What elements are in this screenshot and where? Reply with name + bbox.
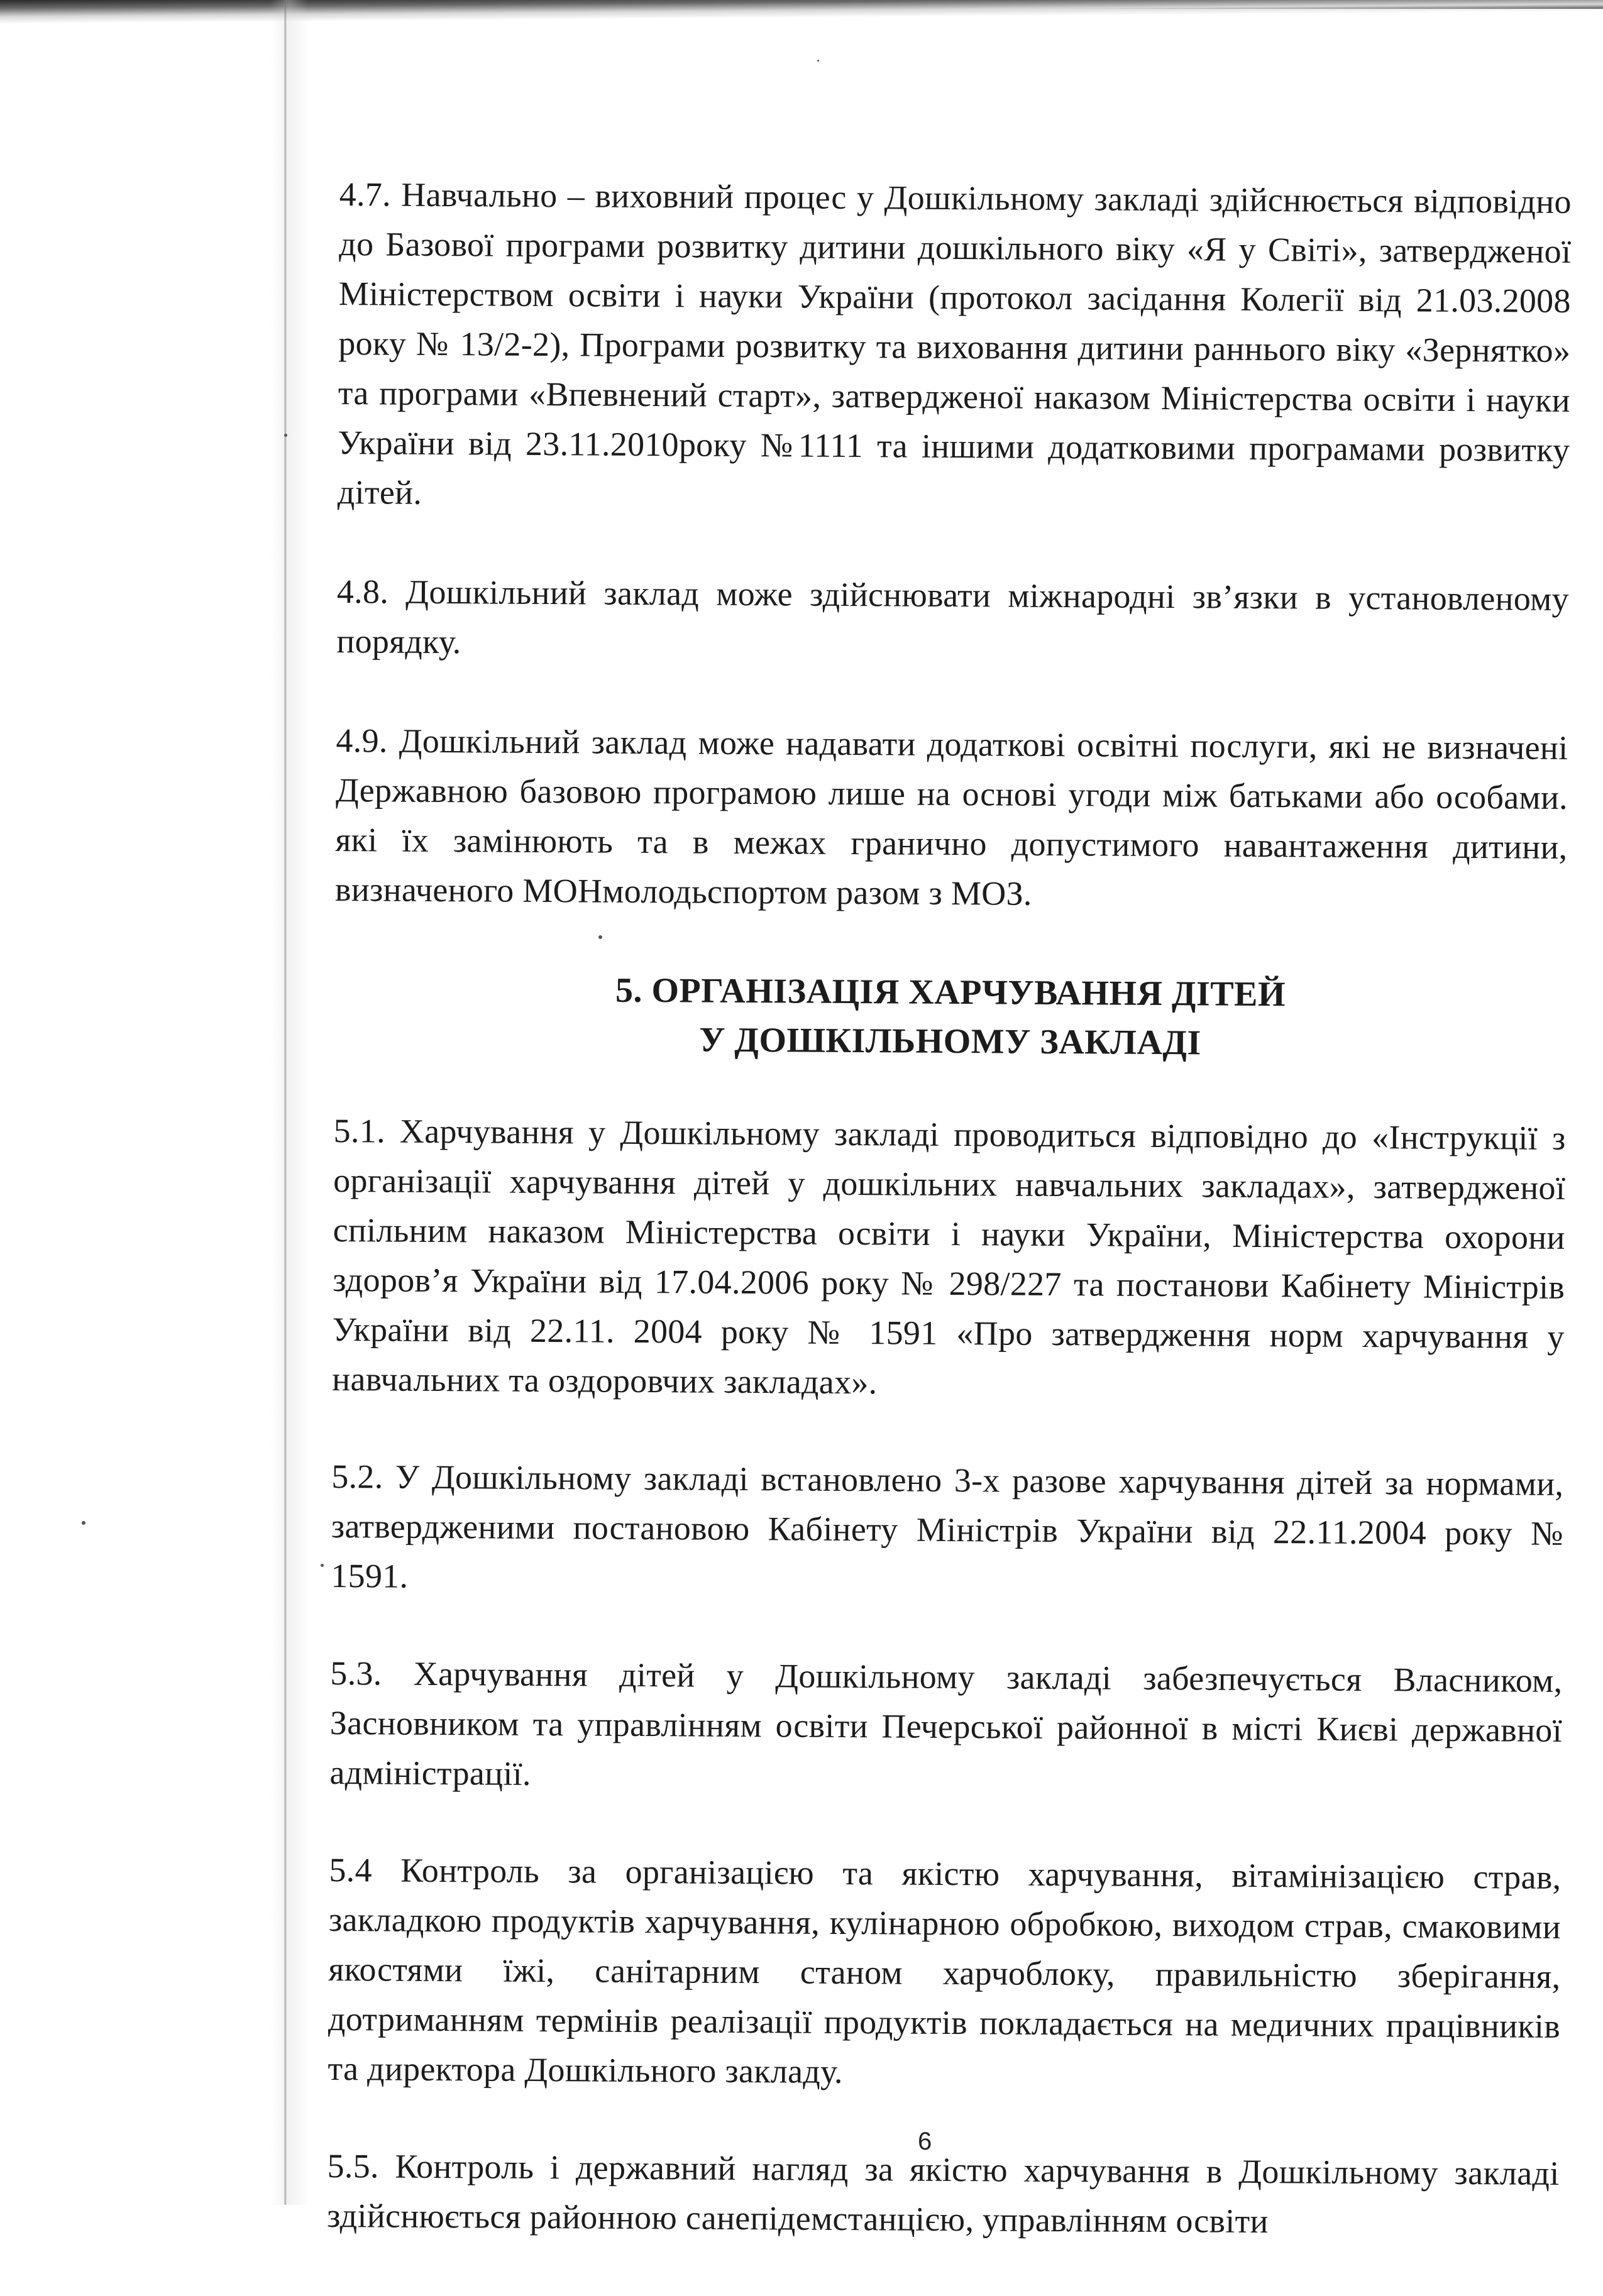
paragraph-5-1: 5.1. Харчування у Дошкільному закладі проводиться відповідно до «Інструкції з організації харчування дітей у дошкільних навчальних закладах», затвердженої спільним наказом Міністерства освіти і науки України, Міністерства охорони здоров’я України від 17.04.2006 року № 298/227 та постанови Кабінету Міністрів України від 22.11. 2004 року № 1591 «Про затвердження норм харчування у навчальних та оздоровчих закладах». [332,1111,1566,1402]
scan-speck [82,1521,85,1525]
section-title-line-2: У ДОШКІЛЬНОМУ ЗАКЛАДІ [699,1020,1201,1063]
scan-speck [817,60,819,62]
document-page [326,170,1572,2296]
paragraph-5-3: 5.3. Харчування дітей у Дошкільному закладі забезпечується Власником, Засновником та управлінням освіти Печерської районної в місті Києві державної адміністрації. [329,1654,1563,1793]
paragraph-4-9: 4.9. Дошкільний заклад може надавати додаткові освітні послуги, які не визначені Державною базовою програмою лише на основі угоди між батьками або особами. які їх замінюють та в межах гранично допустимого навантаження дитини, визначеного МОНмолодьспортом разом з МОЗ. [334,721,1568,913]
binding-line [284,0,287,2205]
scan-speck [284,434,287,437]
paragraph-4-8: 4.8. Дошкільний заклад може здійснювати міжнародні зв’язки в установленому порядку. [336,572,1570,661]
paragraph-5-5: 5.5. Контроль і державний нагляд за якістю харчування в Дошкільному закладі здійснюється районною санепідемстанцією, управлінням освіти [326,2146,1560,2241]
scan-speck [321,1564,324,1567]
section-5-title [334,964,1567,1070]
scan-top-shadow [0,0,1603,24]
paragraph-4-7: 4.7. Навчально – виховний процес у Дошкільному закладі здійснюється відповідно до Базової програми розвитку дитини дошкільного віку «Я у Світі», затвердженої Міністерством освіти і науки України (протокол засідання Колегії від 21.03.2008 року № 13/2-2), Програми розвитку та виховання дитини раннього віку «Зернятко» та програми «Впевнений старт», затвердженої наказом Міністерства освіти і науки України від 23.11.2010року №1111 та іншими додатковими програмами розвитку дітей. [337,175,1572,512]
section-title-line-1: 5. ОРГАНІЗАЦІЯ ХАРЧУВАННЯ ДІТЕЙ [615,970,1286,1014]
paragraph-5-4: 5.4 Контроль за організацією та якістю харчування, вітамінізацією страв, закладкою продуктів харчування, кулінарною обробкою, виходом страв, смаковими якостями їжі, санітарним станом харчоблоку, правильністю зберігання, дотриманням термінів реалізації продуктів покладається на медичних працівників та директора Дошкільного закладу. [328,1850,1562,2090]
page-number: 6 [918,2128,932,2155]
paragraph-5-2: 5.2. У Дошкільному закладі встановлено 3-х разове харчування дітей за нормами, затвердженими постановою Кабінету Міністрів України від 22.11.2004 року № 1591. [331,1457,1564,1595]
binding-shadow [270,0,308,2205]
